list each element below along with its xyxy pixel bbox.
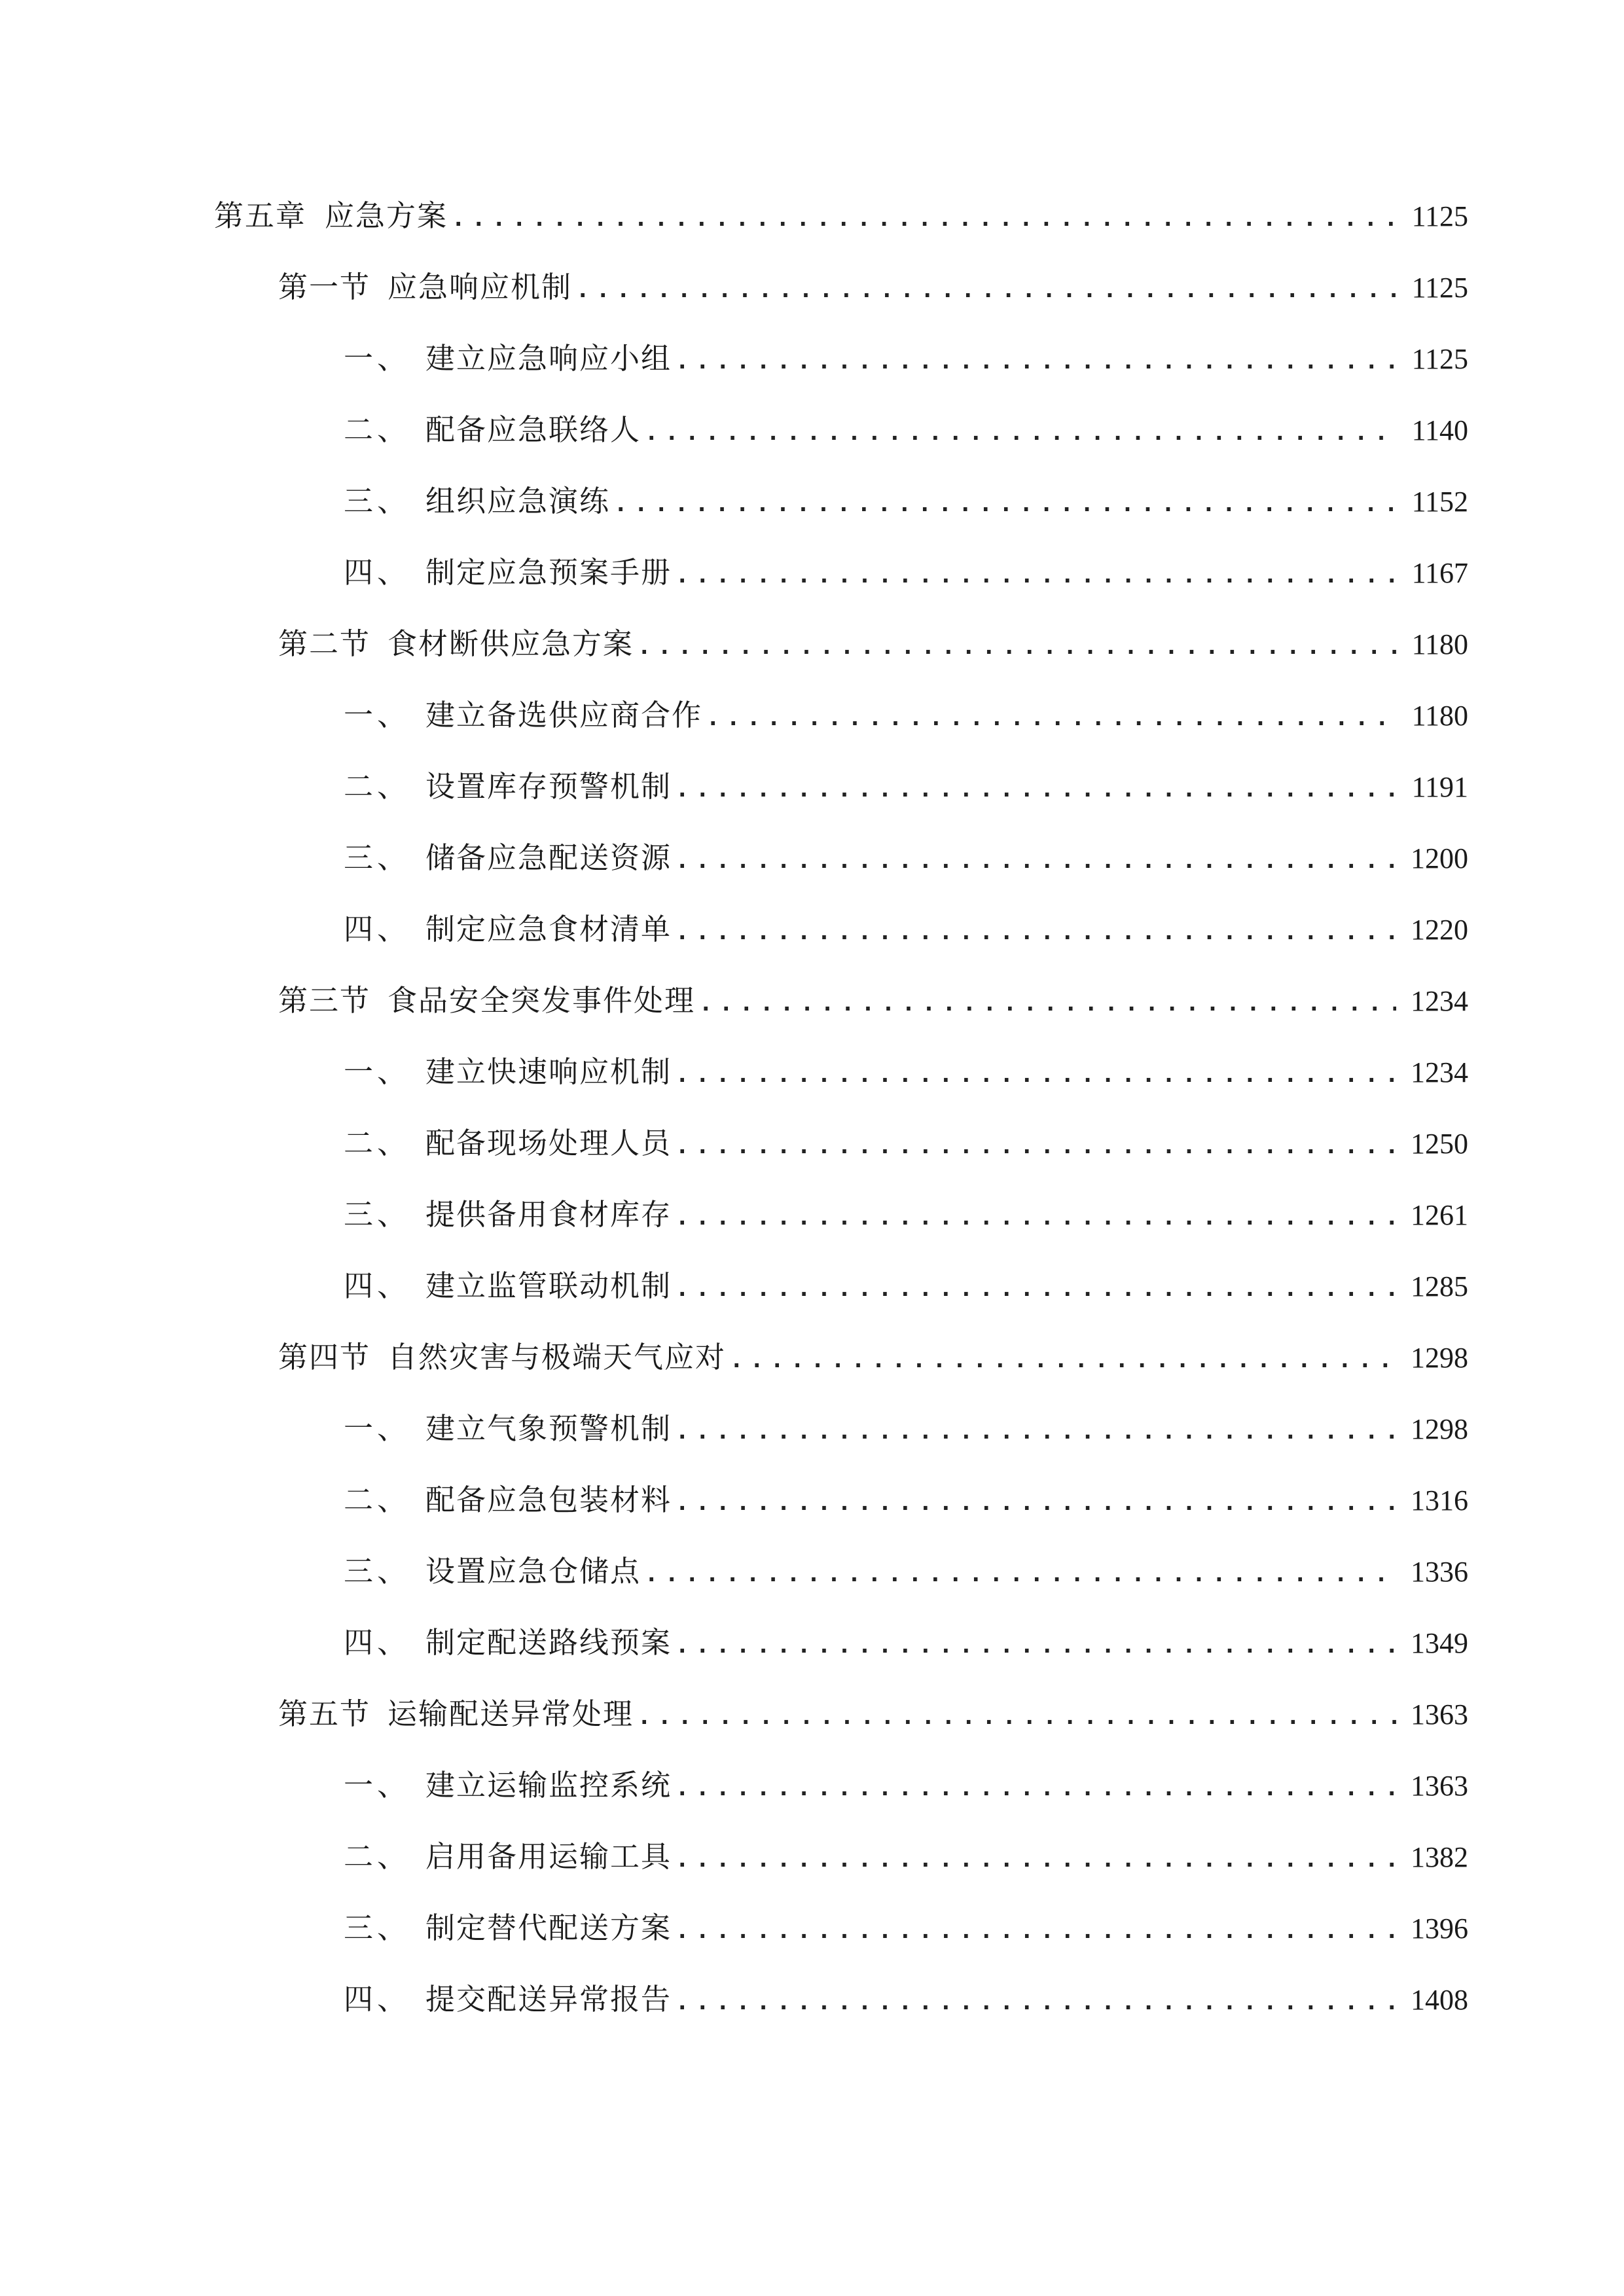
- toc-entry-prefix: 四、: [344, 555, 411, 590]
- toc-page-number: 1125: [1411, 272, 1468, 304]
- toc-entry-item[interactable]: [344, 832, 1468, 884]
- toc-entry-title: 运输配送异常处理: [388, 1696, 634, 1731]
- toc-page-number: 1298: [1411, 1342, 1468, 1374]
- toc-entry-title: 设置库存预警机制: [425, 769, 672, 804]
- toc-entry-item[interactable]: [344, 1117, 1468, 1170]
- toc-dot-leader: [676, 1762, 1396, 1814]
- toc-entry-title: 制定配送路线预案: [425, 1625, 672, 1660]
- toc-page-number: 1316: [1411, 1484, 1468, 1516]
- toc-page-number: 1220: [1411, 914, 1468, 946]
- toc-entry-item[interactable]: [344, 547, 1468, 599]
- toc-entry-prefix: 一、: [344, 341, 411, 376]
- toc-dot-leader: [706, 692, 1396, 744]
- toc-page-number: 1261: [1411, 1199, 1468, 1231]
- toc-entry-prefix: 三、: [344, 484, 411, 518]
- toc-entry-title: 建立备选供应商合作: [425, 698, 703, 732]
- toc-page-number: 1200: [1411, 842, 1468, 874]
- toc-entry-item[interactable]: [344, 1973, 1468, 2026]
- toc-entry-title: 食材断供应急方案: [388, 626, 634, 661]
- toc-page-number: 1180: [1411, 700, 1468, 732]
- toc-dot-leader: [676, 763, 1396, 816]
- toc-page-number: 1234: [1411, 1056, 1468, 1088]
- toc-entry-item[interactable]: [344, 404, 1468, 456]
- toc-entry-title: 启用备用运输工具: [425, 1839, 672, 1874]
- toc-dot-leader: [676, 335, 1396, 387]
- toc-entry-title: 配备应急包装材料: [425, 1482, 672, 1517]
- toc-entry-title: 储备应急配送资源: [425, 840, 672, 875]
- toc-page-number: 1167: [1411, 557, 1468, 589]
- toc-dot-leader: [638, 620, 1396, 673]
- toc-dot-leader: [638, 1691, 1396, 1743]
- toc-page-number: 1152: [1411, 486, 1468, 518]
- toc-entry-item[interactable]: [344, 1617, 1468, 1669]
- toc-entry-item[interactable]: [344, 1545, 1468, 1598]
- toc-entry-title: 配备现场处理人员: [425, 1126, 672, 1160]
- toc-entry-prefix: 二、: [344, 1482, 411, 1517]
- toc-entry-prefix: 第一节: [278, 270, 371, 304]
- toc-entry-title: 配备应急联络人: [425, 412, 641, 447]
- toc-page-number: 1336: [1411, 1556, 1468, 1588]
- toc-entry-title: 自然灾害与极端天气应对: [388, 1340, 727, 1374]
- toc-entry-title: 制定应急食材清单: [425, 912, 672, 946]
- toc-entry-item[interactable]: [344, 475, 1468, 528]
- toc-entry-section[interactable]: [278, 1331, 1468, 1384]
- toc-dot-leader: [676, 1120, 1396, 1172]
- toc-entry-title: 应急方案: [325, 198, 448, 233]
- toc-entry-title: 建立监管联动机制: [425, 1268, 672, 1303]
- toc-page-number: 1125: [1411, 200, 1468, 232]
- toc-page-number: 1298: [1411, 1413, 1468, 1445]
- toc-entry-prefix: 二、: [344, 1126, 411, 1160]
- toc-dot-leader: [614, 478, 1396, 530]
- toc-entry-prefix: 第二节: [278, 626, 371, 661]
- toc-dot-leader: [676, 1905, 1396, 1957]
- toc-dot-leader: [699, 977, 1396, 1030]
- toc-entry-title: 提供备用食材库存: [425, 1197, 672, 1232]
- toc-page-number: 1191: [1411, 771, 1468, 803]
- toc-dot-leader: [676, 1619, 1396, 1672]
- toc-entry-title: 应急响应机制: [388, 270, 573, 304]
- toc-dot-leader: [676, 1405, 1396, 1458]
- toc-entry-prefix: 三、: [344, 1197, 411, 1232]
- toc-entry-section[interactable]: [278, 261, 1468, 314]
- toc-entry-item[interactable]: [344, 1759, 1468, 1812]
- toc-dot-leader: [676, 1833, 1396, 1886]
- toc-entry-item[interactable]: [344, 1831, 1468, 1883]
- toc-page-number: 1363: [1411, 1770, 1468, 1802]
- toc-dot-leader: [676, 1477, 1396, 1529]
- toc-entry-prefix: 三、: [344, 1910, 411, 1945]
- toc-entry-title: 建立快速响应机制: [425, 1054, 672, 1089]
- toc-dot-leader: [676, 549, 1396, 601]
- toc-entry-item[interactable]: [344, 761, 1468, 813]
- toc-dot-leader: [730, 1334, 1396, 1386]
- toc-entry-item[interactable]: [344, 1189, 1468, 1241]
- toc-entry-title: 设置应急仓储点: [425, 1554, 641, 1588]
- toc-entry-prefix: 三、: [344, 1554, 411, 1588]
- toc-dot-leader: [676, 1191, 1396, 1244]
- toc-entry-item[interactable]: [344, 689, 1468, 742]
- toc-entry-item[interactable]: [344, 1046, 1468, 1098]
- toc-page-number: 1234: [1411, 985, 1468, 1017]
- toc-entry-prefix: 三、: [344, 840, 411, 875]
- toc-page-number: 1125: [1411, 343, 1468, 375]
- toc-entry-item[interactable]: [344, 903, 1468, 956]
- toc-dot-leader: [645, 406, 1396, 459]
- toc-dot-leader: [645, 1548, 1396, 1600]
- toc-dot-leader: [452, 192, 1396, 245]
- toc-entry-prefix: 四、: [344, 912, 411, 946]
- toc-entry-item[interactable]: [344, 1403, 1468, 1455]
- toc-entry-title: 制定应急预案手册: [425, 555, 672, 590]
- toc-entry-prefix: 第四节: [278, 1340, 371, 1374]
- toc-entry-title: 制定替代配送方案: [425, 1910, 672, 1945]
- toc-entry-item[interactable]: [344, 332, 1468, 385]
- toc-entry-prefix: 二、: [344, 412, 411, 447]
- toc-entry-prefix: 二、: [344, 769, 411, 804]
- toc-entry-prefix: 一、: [344, 1768, 411, 1803]
- toc-dot-leader: [676, 1263, 1396, 1315]
- toc-page-number: 1408: [1411, 1984, 1468, 2016]
- toc-dot-leader: [676, 1976, 1396, 2028]
- toc-dot-leader: [576, 264, 1396, 316]
- toc-page-number: 1250: [1411, 1128, 1468, 1160]
- toc-entry-item[interactable]: [344, 1474, 1468, 1526]
- toc-entry-section[interactable]: [278, 975, 1468, 1027]
- toc-dot-leader: [676, 1049, 1396, 1101]
- toc-entry-prefix: 第三节: [278, 983, 371, 1018]
- toc-dot-leader: [676, 906, 1396, 958]
- toc-entry-section[interactable]: [278, 1688, 1468, 1740]
- toc-entry-prefix: 第五章: [214, 198, 307, 233]
- toc-page-number: 1285: [1411, 1270, 1468, 1302]
- toc-entry-prefix: 二、: [344, 1839, 411, 1874]
- toc-entry-prefix: 四、: [344, 1982, 411, 2017]
- toc-page-number: 1382: [1411, 1841, 1468, 1873]
- toc-entry-prefix: 一、: [344, 1411, 411, 1446]
- toc-dot-leader: [676, 834, 1396, 887]
- toc-page-number: 1180: [1411, 628, 1468, 660]
- toc-entry-title: 组织应急演练: [425, 484, 611, 518]
- toc-page-number: 1140: [1411, 414, 1468, 446]
- toc-entry-title: 建立运输监控系统: [425, 1768, 672, 1803]
- toc-entry-prefix: 四、: [344, 1268, 411, 1303]
- toc-entry-prefix: 第五节: [278, 1696, 371, 1731]
- toc-page-number: 1396: [1411, 1912, 1468, 1945]
- toc-page-number: 1349: [1411, 1627, 1468, 1659]
- toc-entry-title: 食品安全突发事件处理: [388, 983, 696, 1018]
- toc-page-number: 1363: [1411, 1698, 1468, 1731]
- toc-entry-item[interactable]: [344, 1260, 1468, 1312]
- toc-entry-title: 建立应急响应小组: [425, 341, 672, 376]
- toc-entry-prefix: 一、: [344, 698, 411, 732]
- toc-entry-item[interactable]: [344, 1902, 1468, 1954]
- toc-entry-prefix: 一、: [344, 1054, 411, 1089]
- toc-entry-prefix: 四、: [344, 1625, 411, 1660]
- toc-entry-title: 建立气象预警机制: [425, 1411, 672, 1446]
- toc-entry-title: 提交配送异常报告: [425, 1982, 672, 2017]
- toc-entry-chapter[interactable]: [214, 190, 1468, 242]
- toc-entry-section[interactable]: [278, 618, 1468, 670]
